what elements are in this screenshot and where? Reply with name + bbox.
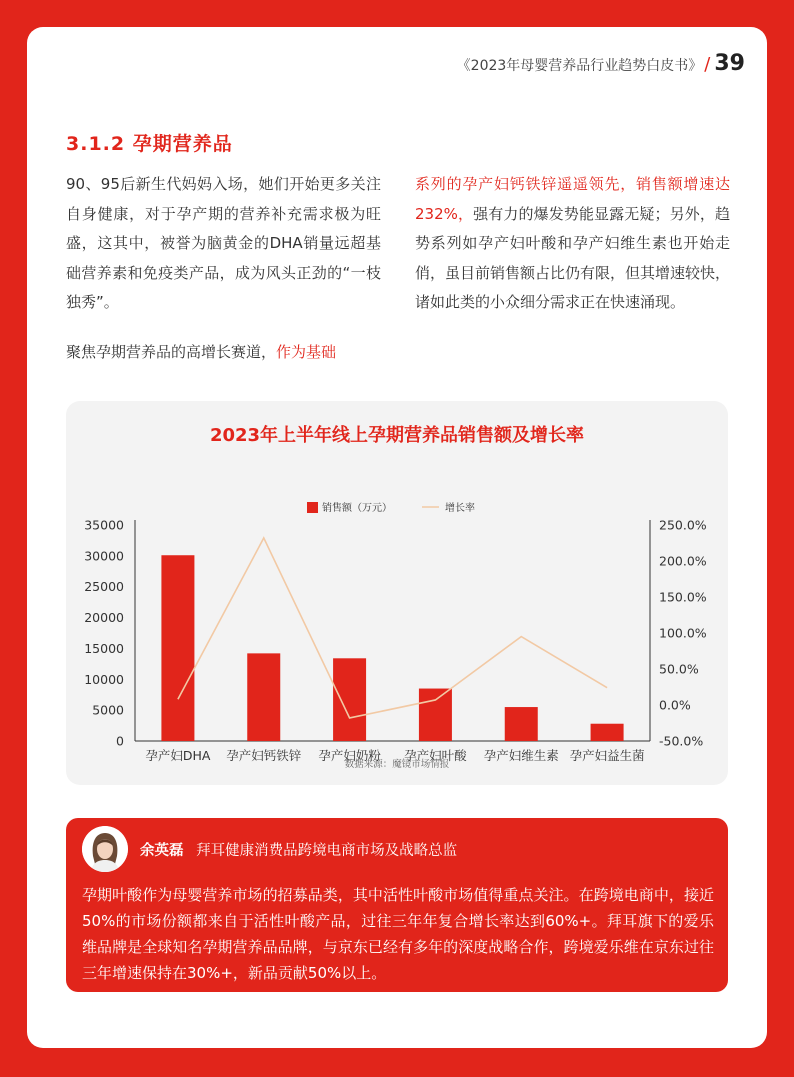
y-left-tick-label: 5000 — [92, 702, 124, 718]
x-tick-label: 孕产妇维生素 — [483, 748, 559, 763]
legend-label-sales: 销售额（万元） — [322, 503, 392, 514]
author-name: 余英磊 — [140, 843, 184, 859]
chart-title: 2023年上半年线上孕期营养品销售额及增长率 — [209, 425, 585, 446]
portrait-icon — [82, 826, 128, 872]
body-paragraph — [415, 170, 730, 318]
bar-sales — [333, 658, 366, 741]
legend-label-growth: 增长率 — [445, 503, 475, 514]
y-left-tick-label: 30000 — [84, 548, 124, 564]
legend-swatch-sales — [307, 502, 318, 513]
body-column-left — [66, 170, 381, 367]
y-right-tick-label: 200.0% — [659, 553, 707, 569]
chart-card — [66, 401, 728, 785]
quote-text: 孕期叶酸作为母婴营养市场的招募品类，其中活性叶酸市场值得重点关注。在跨境电商中，接近50%的市场份额都来自于活性叶酸产品，过往三年年复合增长率达到60%+。拜耳旗下的爱乐维品牌是全球知名孕期营养品品牌，与京东已经有多年的深度战略合作，跨境爱乐维在京东过往三年增速保持在30%+，新品贡献50%以上。 — [82, 886, 714, 982]
bar-sales — [591, 724, 624, 741]
x-tick-label: 孕产妇奶粉 — [318, 748, 381, 763]
y-right-tick-label: 0.0% — [659, 697, 691, 713]
body-highlight: 系列的孕产妇钙铁锌遥遥领先，销售额增速达232%， — [415, 175, 730, 223]
x-tick-label: 孕产妇叶酸 — [404, 748, 467, 763]
page — [27, 27, 767, 1048]
x-tick-label: 孕产妇钙铁锌 — [226, 748, 302, 763]
document-title: 《2023年母婴营养品行业趋势白皮书》 — [456, 58, 703, 74]
x-tick-label: 孕产妇益生菌 — [569, 748, 645, 763]
author-avatar — [82, 826, 128, 872]
y-right-tick-label: -50.0% — [659, 733, 704, 749]
header-slash: / — [704, 54, 711, 75]
body-paragraph — [66, 338, 381, 368]
body-text: 强有力的爆发势能显露无疑；另外，趋势系列如孕产妇叶酸和孕产妇维生素也开始走俏，虽目前销售额占比仍有限，但其增速较快，诸如此类的小众细分需求正在快速涌现。 — [415, 204, 731, 311]
page-header — [457, 51, 745, 76]
chart-plot — [84, 518, 707, 764]
body-paragraph: 90、95后新生代妈妈入场，她们开始更多关注自身健康，对于孕产期的营养补充需求极为旺盛，这其中，被誉为脑黄金的DHA销量远超基础营养素和免疫类产品，成为风头正劲的“一枝独秀”。 — [66, 175, 381, 311]
y-left-tick-label: 20000 — [84, 610, 124, 626]
bar-sales — [161, 555, 194, 741]
bar-sales — [247, 653, 280, 741]
author-line — [140, 839, 457, 860]
section-title: 3.1.2 孕期营养品 — [66, 133, 233, 155]
bar-sales — [419, 689, 452, 741]
chart-legend — [307, 501, 475, 514]
line-growth-rate — [178, 538, 607, 718]
y-right-tick-label: 50.0% — [659, 661, 699, 677]
y-right-tick-label: 150.0% — [659, 589, 707, 605]
y-left-tick-label: 25000 — [84, 579, 124, 595]
y-left-tick-label: 0 — [116, 733, 124, 749]
chart-source: 数据来源：魔镜市场情报 — [344, 759, 450, 770]
sales-growth-chart — [66, 401, 728, 785]
author-title: 拜耳健康消费品跨境电商市场及战略总监 — [196, 843, 458, 859]
body-column-right — [415, 170, 730, 318]
y-left-tick-label: 15000 — [84, 640, 124, 656]
bar-sales — [505, 707, 538, 741]
y-right-tick-label: 250.0% — [659, 517, 707, 533]
body-text: 聚焦孕期营养品的高增长赛道， — [66, 342, 277, 361]
y-left-tick-label: 35000 — [84, 517, 124, 533]
body-highlight: 作为基础 — [276, 342, 337, 361]
y-left-tick-label: 10000 — [84, 671, 124, 687]
y-right-tick-label: 100.0% — [659, 625, 707, 641]
quote-box — [66, 818, 728, 992]
page-number: 39 — [714, 51, 745, 76]
x-tick-label: 孕产妇DHA — [145, 748, 211, 763]
